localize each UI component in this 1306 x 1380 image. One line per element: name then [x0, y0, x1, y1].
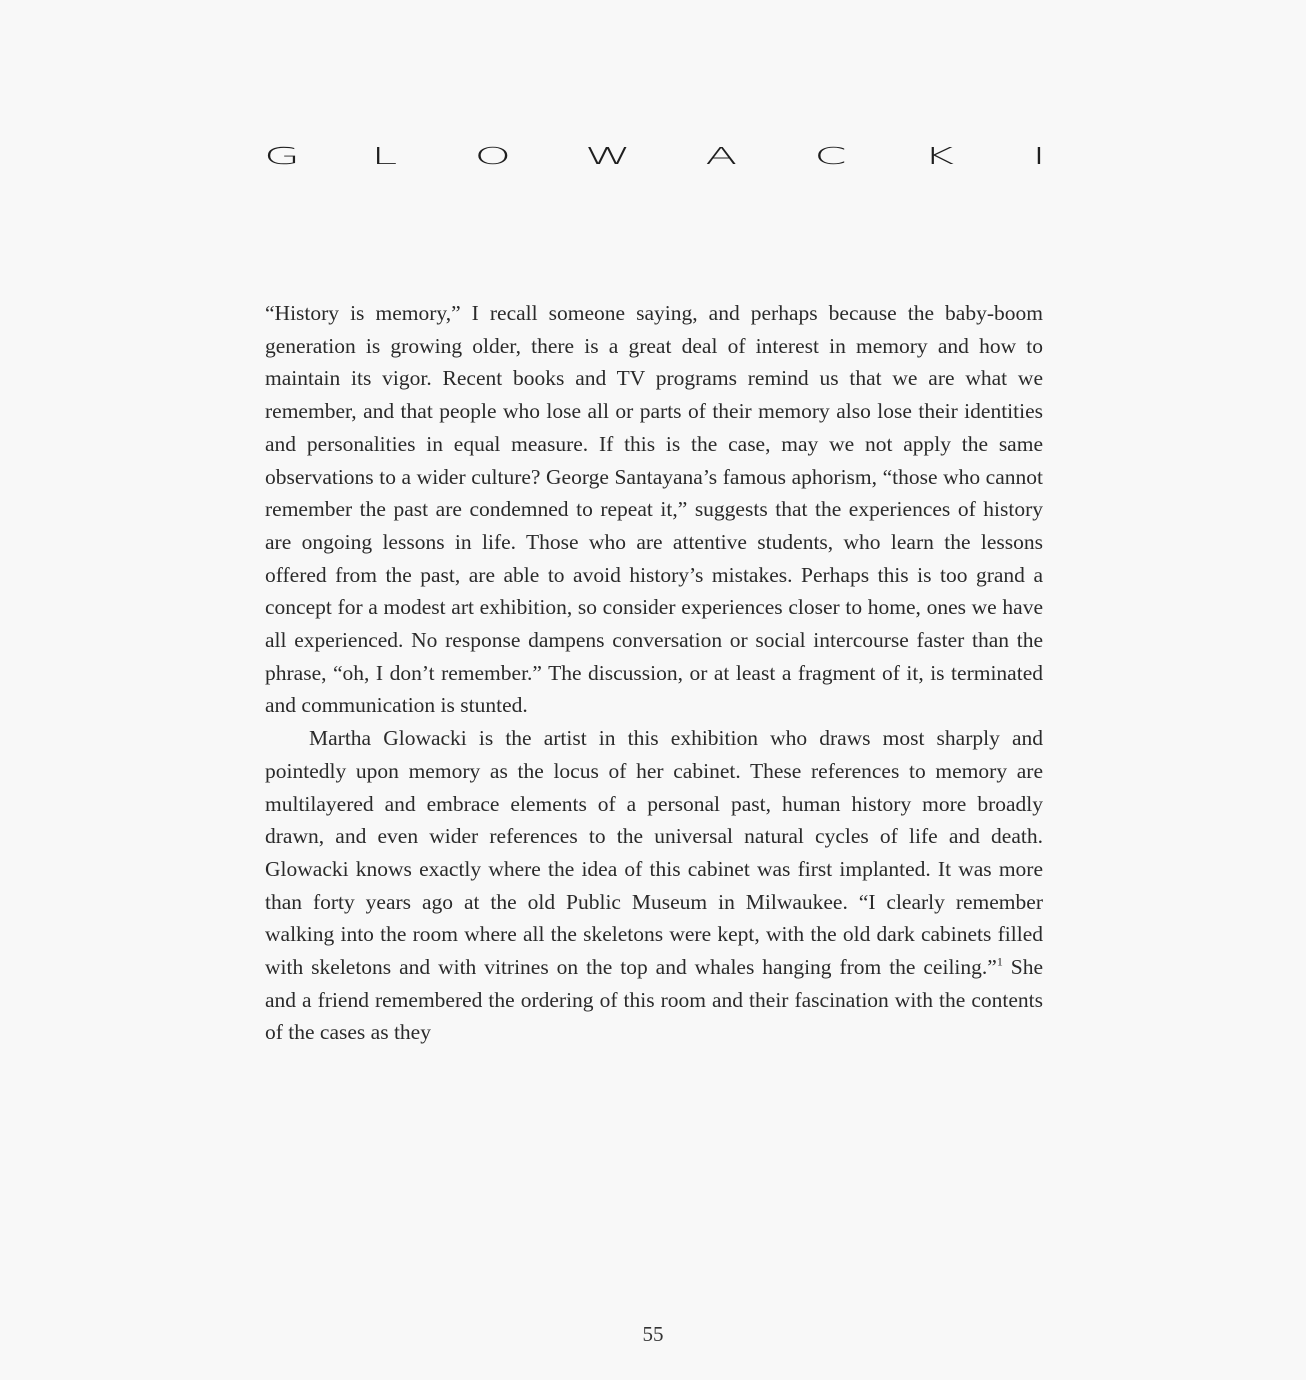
chapter-heading: [264, 136, 1046, 176]
footnote-marker: 1: [996, 954, 1003, 969]
heading-letter: K: [923, 142, 955, 170]
heading-letter: W: [584, 142, 631, 170]
paragraph-2: [265, 722, 1043, 1049]
heading-letter: L: [371, 142, 397, 170]
heading-letter: C: [813, 142, 847, 170]
heading-letter: G: [264, 142, 301, 170]
paragraph-1: “History is memory,” I recall someone saying, and perhaps because the baby-boom generation is growing older, there is a great deal of interest in memory and how to maintain its vigor. Recent books and TV programs remind us that we are what we remember, and that people who lose all or parts of their memory also lose their identities and personalities in equal measure. If this is the case, may we not apply the same observations to a wider culture? George Santayana’s famous aphorism, “those who cannot remember the past are condemned to repeat it,” suggests that the experiences of history are ongoing lessons in life. Those who are attentive students, who learn the lessons offered from the past, are able to avoid history’s mistakes. Perhaps this is too grand a concept for a modest art exhibition, so consider experiences closer to home, ones we have all experienced. No response dampens conversation or social intercourse faster than the phrase, “oh, I don’t remember.” The discussion, or at least a fragment of it, is terminated and communication is stunted.: [265, 301, 1043, 718]
heading-letter: A: [705, 142, 737, 170]
heading-letter: O: [474, 142, 511, 170]
paragraph-2-text: Martha Glowacki is the artist in this exhibition who draws most sharply and pointedly upon memory as the locus of her cabinet. These references to memory are multilayered and embrace elements of a personal past, human history more broadly drawn, and even wider references to the universal natural cycles of life and death. Glowacki knows exactly where the idea of this cabinet was first implanted. It was more than forty years ago at the old Public Museum in Milwaukee. “I clearly remember walking into the room where all the skeletons were kept, with the old dark cabinets filled with skeletons and with vitrines on the top and whales hanging from the ceiling.”: [265, 726, 1043, 980]
page-number: 55: [642, 1322, 664, 1346]
paragraph-2-continuation: She and a friend remembered the ordering of this room and their fascination with the contents of the cases as they: [265, 955, 1044, 1045]
heading-letter: I: [1032, 142, 1046, 170]
body-text: [265, 297, 1043, 1049]
